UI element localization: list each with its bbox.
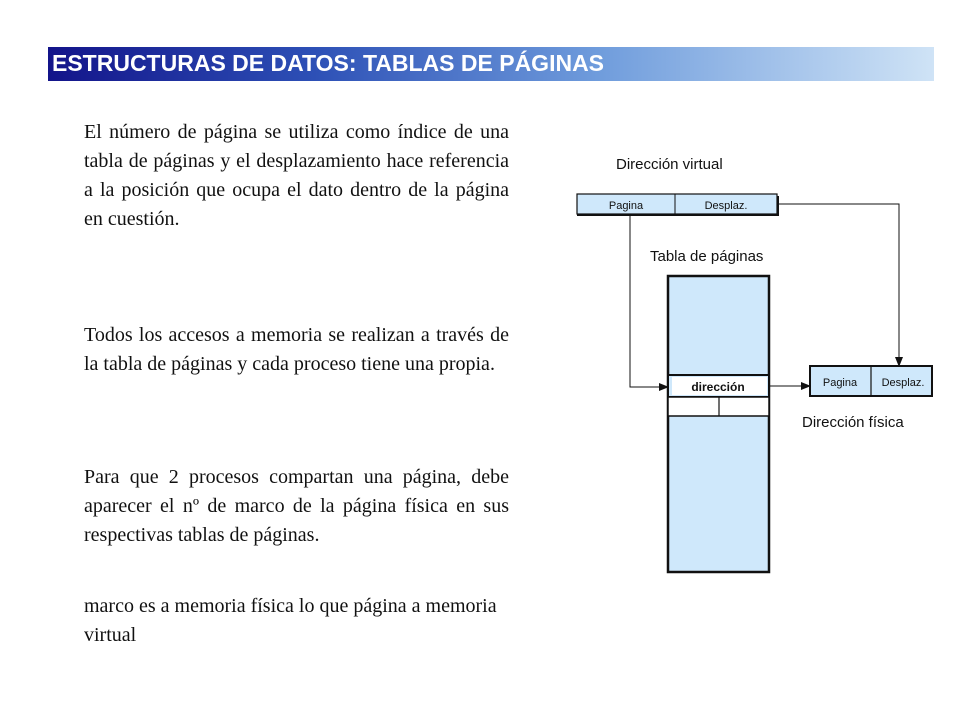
physical-address-label: Dirección física xyxy=(802,414,904,431)
physical-page-field: Pagina xyxy=(822,377,858,389)
paragraph-3: Para que 2 procesos compartan una página, debe aparecer el nº de marco de la página física en sus respectivas tablas de páginas. xyxy=(84,466,509,546)
page-table xyxy=(668,276,769,572)
virtual-offset-field: Desplaz. xyxy=(704,200,748,212)
offset-arrow xyxy=(779,204,899,366)
virtual-address-box xyxy=(577,194,779,216)
paragraph-2: Todos los accesos a memoria se realizan a través de la tabla de páginas y cada proceso tiene una propia. xyxy=(84,324,509,375)
page-index-arrow xyxy=(630,216,668,387)
physical-offset-field: Desplaz. xyxy=(881,377,925,389)
paragraph-1: El número de página se utiliza como índice de una tabla de páginas y el desplazamiento hace referencia a la posición que ocupa el dato dentro de la página en cuestión. xyxy=(84,121,509,230)
physical-address-box xyxy=(810,366,932,396)
page-table-label: Tabla de páginas xyxy=(650,248,764,265)
virtual-address-label: Dirección virtual xyxy=(616,156,723,173)
page-title: ESTRUCTURAS DE DATOS: TABLAS DE PÁGINAS xyxy=(52,50,605,76)
table-entry-label: dirección xyxy=(691,380,745,394)
virtual-page-field: Pagina xyxy=(608,200,644,212)
paragraph-4: marco es a memoria física lo que página a memoria virtual xyxy=(84,595,497,646)
